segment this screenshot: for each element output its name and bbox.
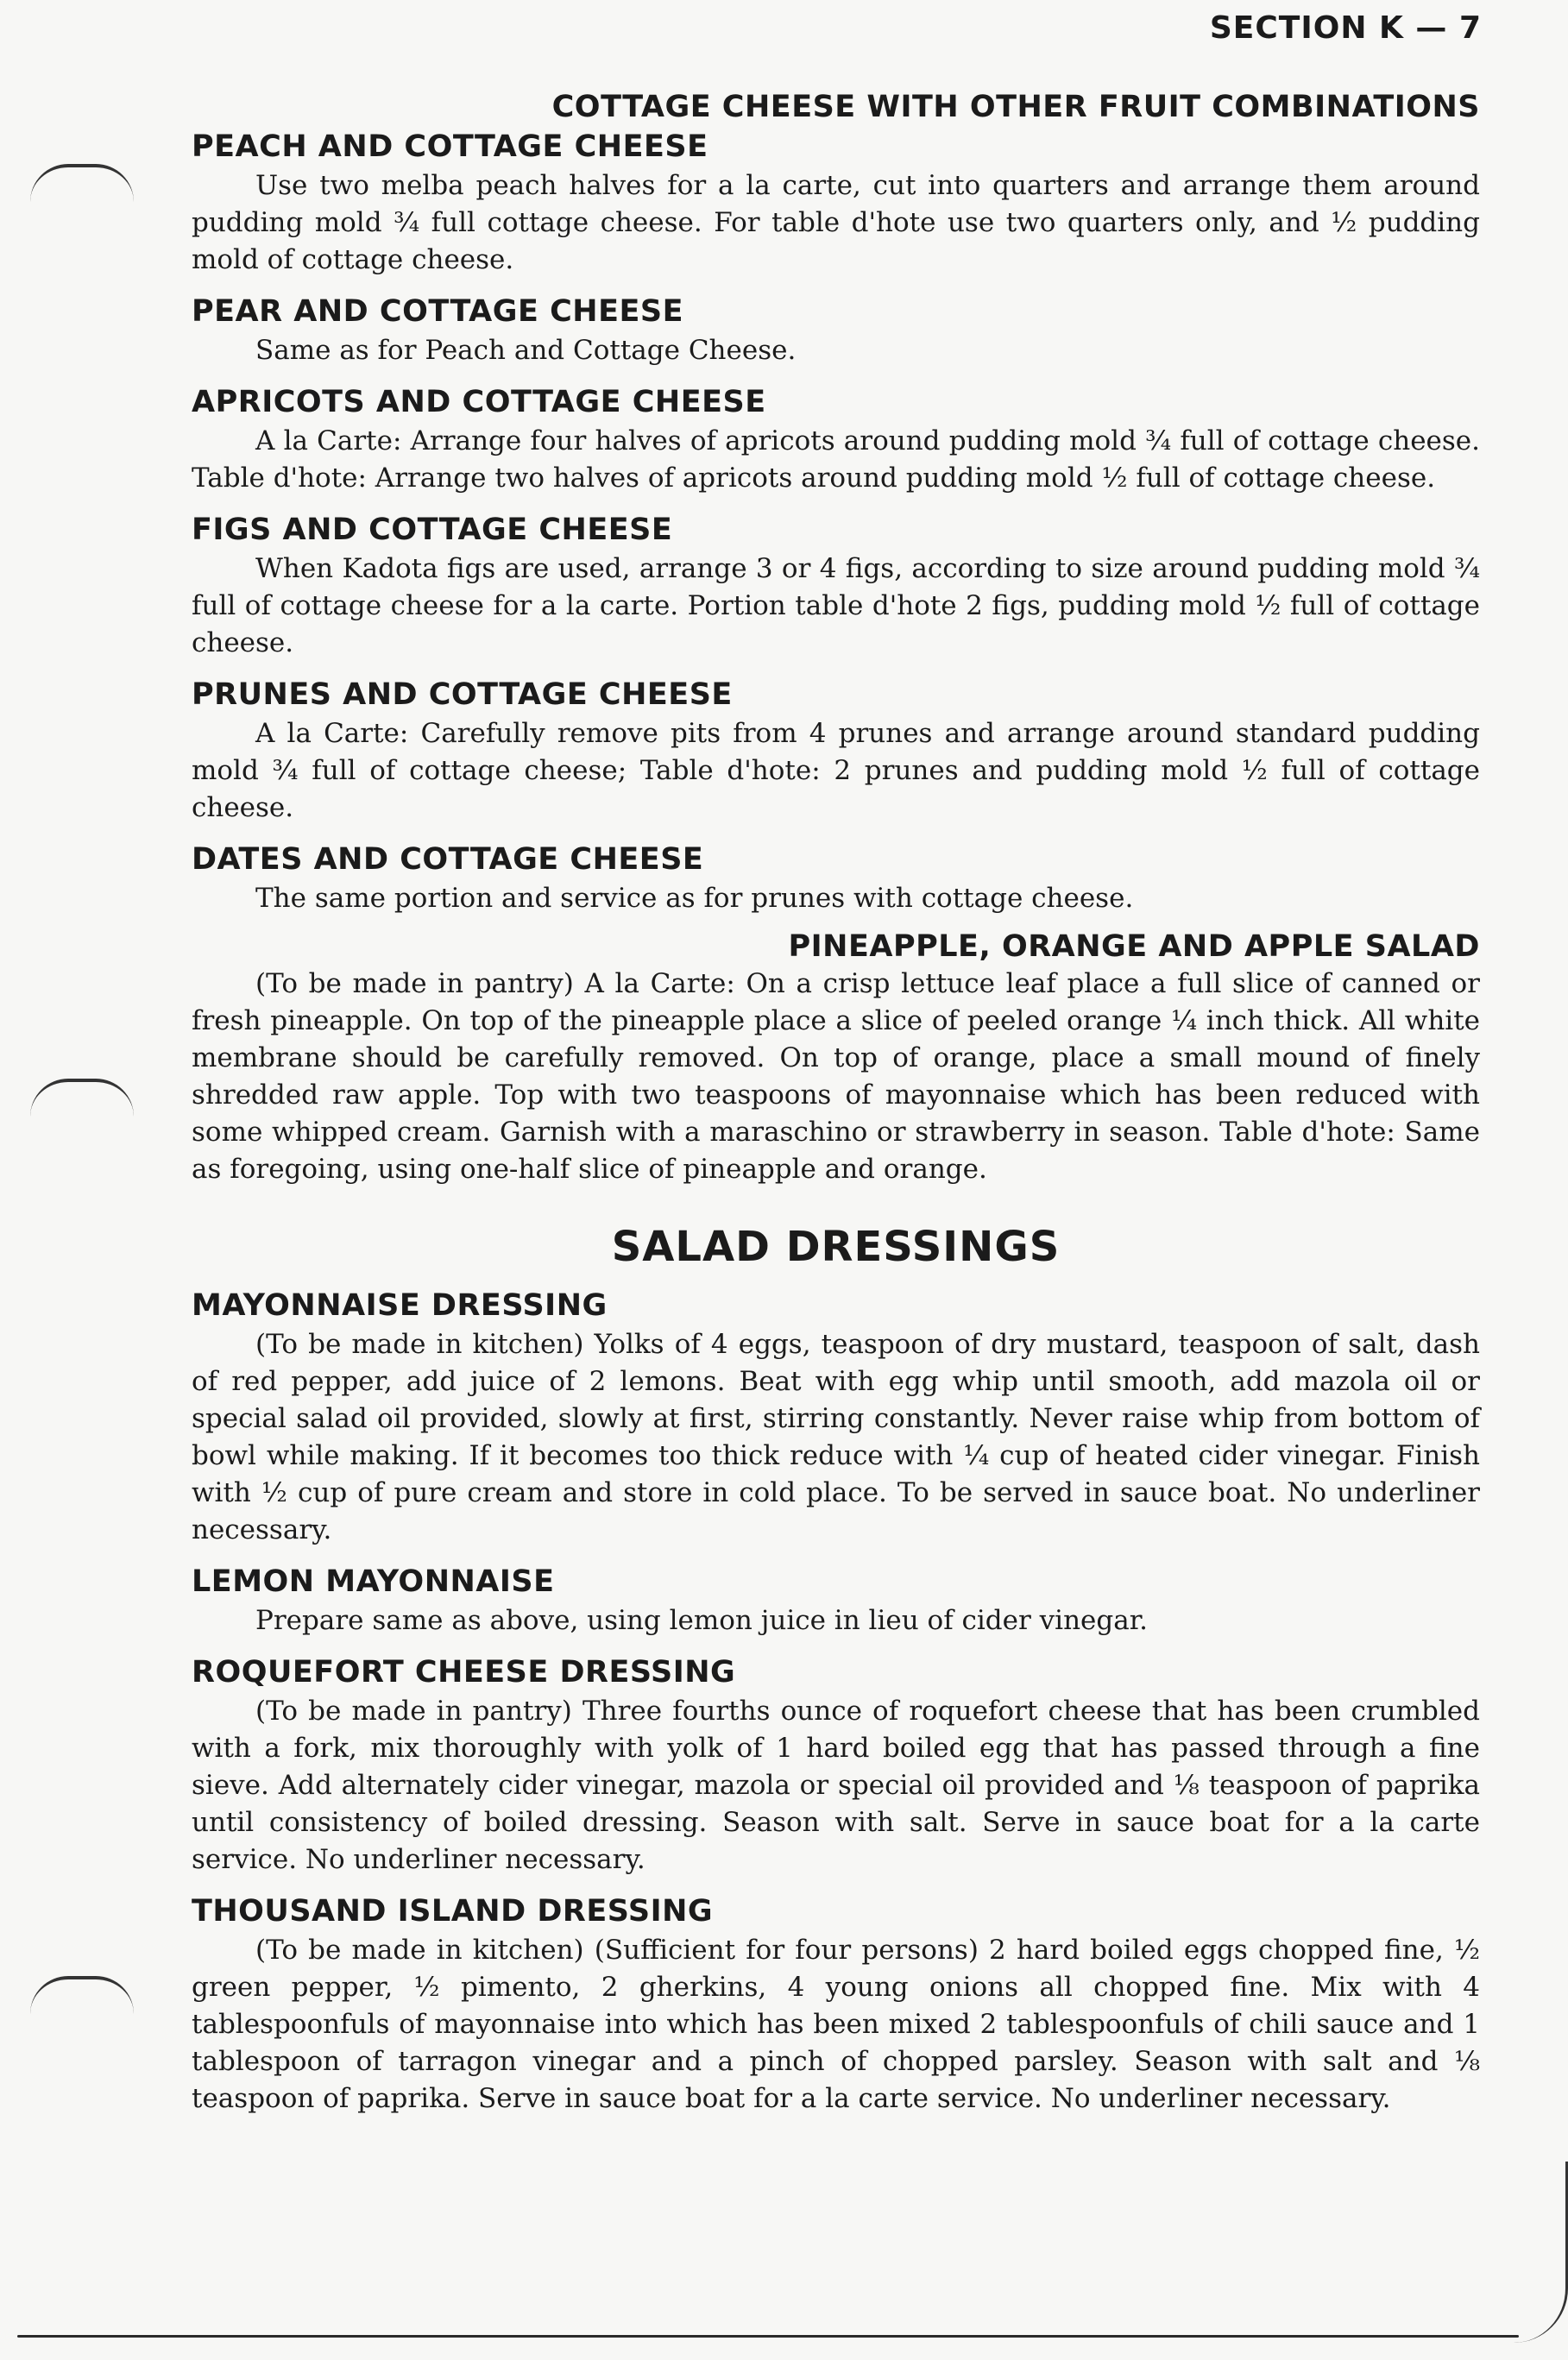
recipe-mayonnaise	[192, 1285, 1480, 1549]
recipe-peach	[192, 126, 1480, 279]
recipe-body: (To be made in pantry) Three fourths ounce of roquefort cheese that has been crumbled with a fork, mix thoroughly with yolk of 1 hard boiled egg that has passed through a fine sieve. Add alternately cider vinegar, mazola or special oil provided and ⅛ teaspoon of paprika until consistency of boiled dressing. Season with salt. Serve in sauce boat for a la carte service. No underliner necessary.	[192, 1696, 1480, 1875]
page-content	[192, 83, 1480, 2130]
recipe-title: FIGS AND COTTAGE CHEESE	[192, 513, 673, 547]
recipe-roquefort	[192, 1652, 1480, 1879]
recipe-body: A la Carte: Carefully remove pits from 4 prunes and arrange around standard pudding mold ¾ full of cottage cheese; Table d'hote: 2 prunes and pudding mold ½ full of cottage cheese.	[192, 718, 1480, 823]
binder-hole-mark	[30, 1976, 134, 2014]
recipe-body: (To be made in kitchen) (Sufficient for four persons) 2 hard boiled eggs chopped fine, ½ green pepper, ½ pimento, 2 gherkins, 4 young onions all chopped fine. Mix with 4 tablespoonfuls of mayonnaise into which has been mixed 2 tablespoonfuls of chili sauce and 1 tablespoon of tarragon vinegar and a pinch of chopped parsley. Season with salt and ⅛ teaspoon of paprika. Serve in sauce boat for a la carte service. No underliner necessary.	[192, 1935, 1480, 2114]
section-header: SECTION K — 7	[1209, 10, 1482, 46]
recipe-title: PEACH AND COTTAGE CHEESE	[192, 129, 708, 164]
recipe-title: DATES AND COTTAGE CHEESE	[192, 842, 704, 877]
recipe-title: PRUNES AND COTTAGE CHEESE	[192, 677, 733, 712]
group-title: COTTAGE CHEESE WITH OTHER FRUIT COMBINATIONS	[551, 90, 1480, 124]
page-bottom-edge	[17, 2335, 1519, 2338]
binder-hole-mark	[30, 1079, 134, 1117]
recipe-pineapple-salad	[192, 966, 1480, 1188]
recipe-figs	[192, 509, 1480, 662]
recipe-title: THOUSAND ISLAND DRESSING	[192, 1894, 714, 1929]
binder-hole-mark	[30, 164, 134, 202]
group-title: PINEAPPLE, ORANGE AND APPLE SALAD	[788, 929, 1480, 964]
recipe-pear	[192, 291, 1480, 369]
recipe-apricots	[192, 381, 1480, 497]
recipe-body: (To be made in pantry) A la Carte: On a crisp lettuce leaf place a full slice of canned or fresh pineapple. On top of the pineapple place a slice of peeled orange ¼ inch thick. All white membrane should be carefully removed. On top of orange, place a small mound of finely shredded raw apple. Top with two teaspoons of mayonnaise which has been reduced with some whipped cream. Garnish with a maraschino or strawberry in season. Table d'hote: Same as foregoing, using one-half slice of pineapple and orange.	[192, 968, 1480, 1185]
recipe-body: Use two melba peach halves for a la carte, cut into quarters and arrange them around pudding mold ¾ full cottage cheese. For table d'hote use two quarters only, and ½ pudding mold of cottage cheese.	[192, 170, 1480, 275]
recipe-body: (To be made in kitchen) Yolks of 4 eggs, teaspoon of dry mustard, teaspoon of salt, dash of red pepper, add juice of 2 lemons. Beat with egg whip until smooth, add mazola oil or special salad oil provided, slowly at first, stirring constantly. Never raise whip from bottom of bowl while making. If it becomes too thick reduce with ¼ cup of heated cider vinegar. Finish with ½ cup of pure cream and store in cold place. To be served in sauce boat. No underliner necessary.	[192, 1329, 1480, 1545]
recipe-thousand-island	[192, 1891, 1480, 2118]
recipe-lemon-mayonnaise	[192, 1561, 1480, 1639]
recipe-body: When Kadota figs are used, arrange 3 or 4 figs, according to size around pudding mold ¾ full of cottage cheese for a la carte. Portion table d'hote 2 figs, pudding mold ½ full of cottage cheese.	[192, 553, 1480, 658]
recipe-prunes	[192, 674, 1480, 827]
recipe-body: Same as for Peach and Cottage Cheese.	[255, 335, 797, 366]
recipe-title: MAYONNAISE DRESSING	[192, 1288, 608, 1323]
recipe-title: PEAR AND COTTAGE CHEESE	[192, 294, 683, 329]
section-title: SALAD DRESSINGS	[611, 1223, 1061, 1271]
recipe-dates	[192, 839, 1480, 917]
recipe-body: Prepare same as above, using lemon juice in lieu of cider vinegar.	[255, 1605, 1148, 1636]
page-corner-curl	[1514, 2162, 1568, 2343]
recipe-title: ROQUEFORT CHEESE DRESSING	[192, 1655, 736, 1690]
recipe-title: LEMON MAYONNAISE	[192, 1564, 555, 1599]
recipe-body: A la Carte: Arrange four halves of apricots around pudding mold ¾ full of cottage cheese. Table d'hote: Arrange two halves of apricots around pudding mold ½ full of cottage cheese.	[192, 425, 1480, 494]
recipe-body: The same portion and service as for prunes with cottage cheese.	[255, 883, 1134, 914]
recipe-title: APRICOTS AND COTTAGE CHEESE	[192, 385, 766, 419]
